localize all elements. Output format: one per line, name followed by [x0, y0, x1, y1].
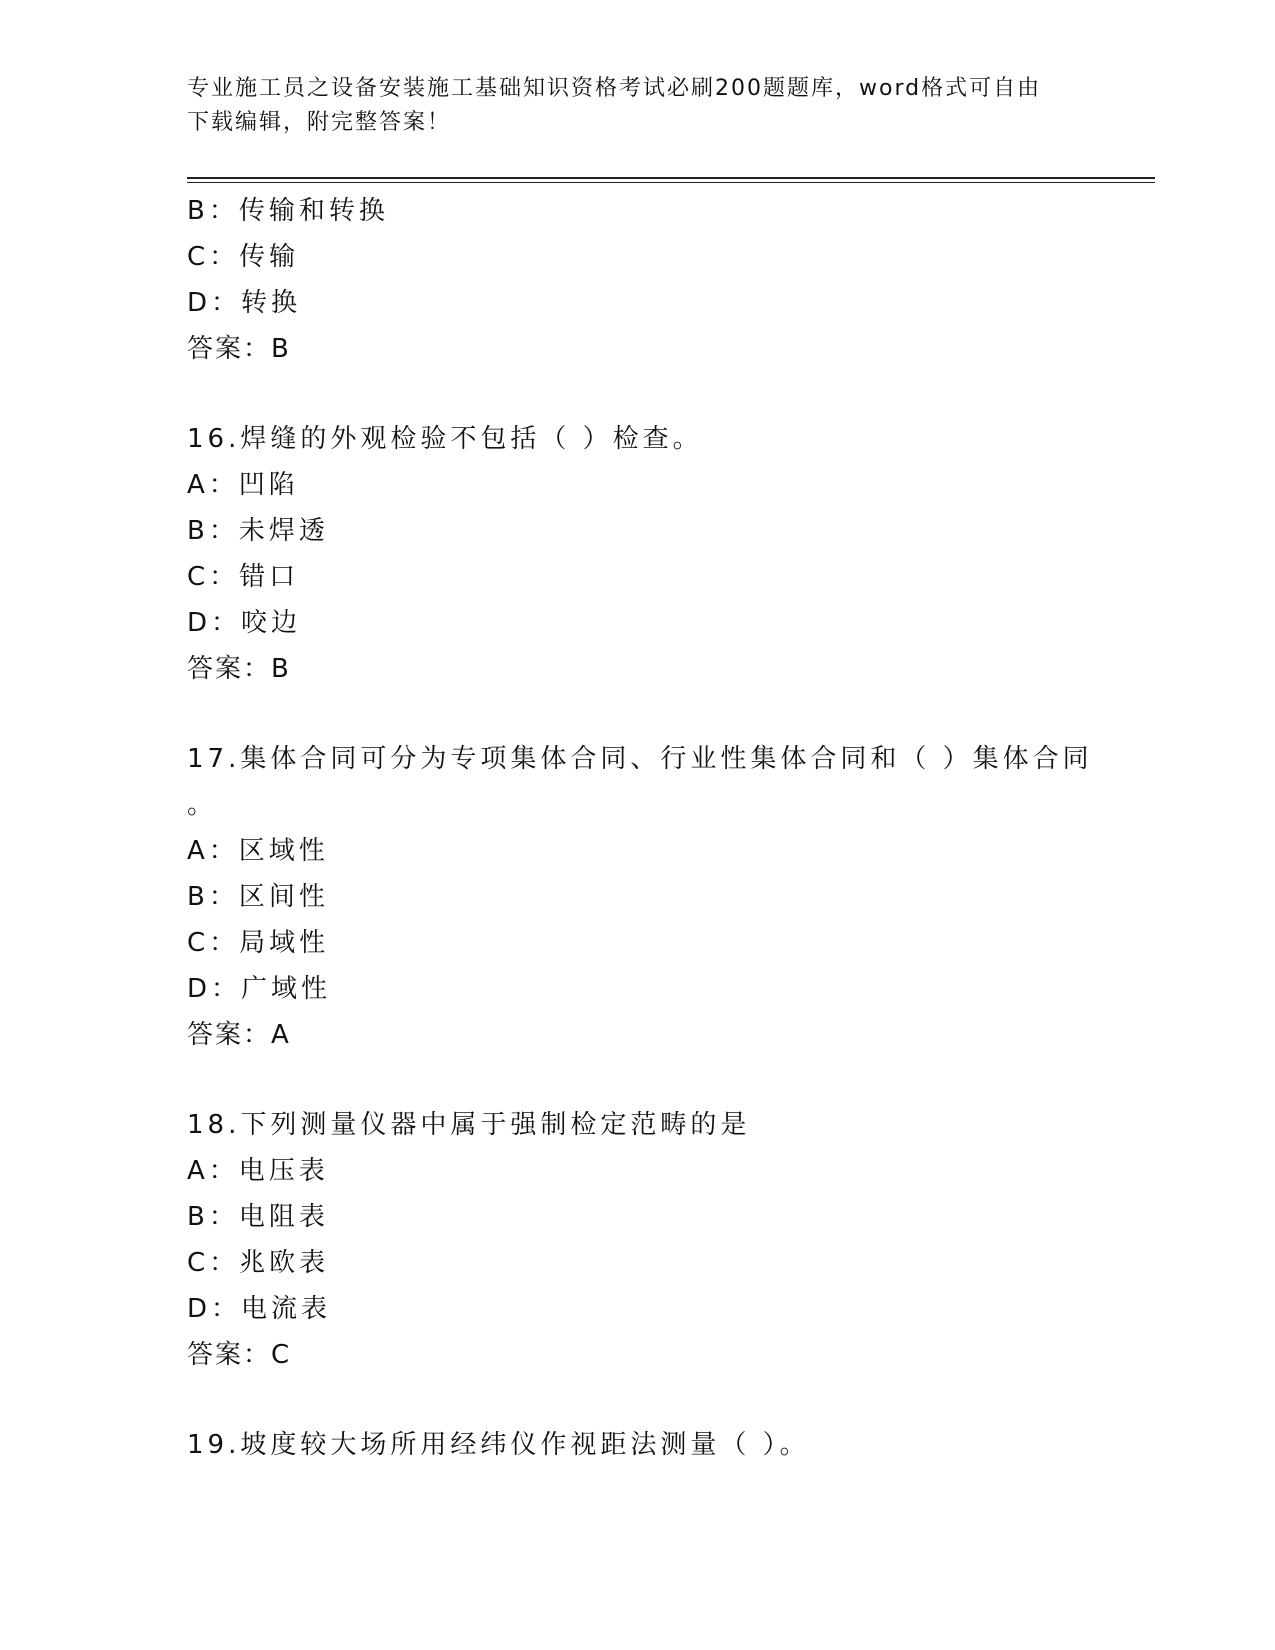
- answer-line: 答案：B: [187, 334, 291, 364]
- option-b: B：电阻表: [187, 1202, 329, 1232]
- answer-line: 答案：B: [187, 654, 291, 684]
- header-divider-thin: [187, 182, 1155, 183]
- option-b: B：传输和转换: [187, 196, 389, 226]
- question-stem: 16.焊缝的外观检验不包括（ ）检查。: [187, 424, 703, 454]
- question-19: [187, 1422, 1087, 1468]
- option-c: C：传输: [187, 242, 300, 272]
- question-stem: 17.集体合同可分为专项集体合同、行业性集体合同和（ ）集体合同: [187, 744, 1093, 774]
- question-list: [187, 188, 1093, 1468]
- answer-line: 答案：C: [187, 1340, 292, 1370]
- option-c: C：局域性: [187, 928, 330, 958]
- answer-line: 答案：A: [187, 1020, 291, 1050]
- header-title-line-2: 下载编辑，附完整答案！: [187, 110, 452, 135]
- option-b: B：未焊透: [187, 516, 329, 546]
- question-stem: 18.下列测量仪器中属于强制检定范畴的是: [187, 1110, 751, 1140]
- question-16: [187, 416, 1087, 692]
- document-header: [187, 72, 1087, 140]
- option-d: D：电流表: [187, 1294, 332, 1324]
- option-a: A：电压表: [187, 1156, 329, 1186]
- question-17: [187, 736, 1093, 1058]
- option-d: D：咬边: [187, 608, 302, 638]
- question-stem-continuation: 。: [187, 790, 214, 820]
- question-stem: 19.坡度较大场所用经纬仪作视距法测量（ ）。: [187, 1430, 810, 1460]
- option-d: D：广域性: [187, 974, 332, 1004]
- option-c: C：兆欧表: [187, 1248, 330, 1278]
- question-15-tail: [187, 188, 1087, 372]
- option-d: D：转换: [187, 288, 302, 318]
- option-a: A：凹陷: [187, 470, 299, 500]
- option-a: A：区域性: [187, 836, 329, 866]
- question-18: [187, 1102, 1087, 1378]
- option-b: B：区间性: [187, 882, 329, 912]
- header-divider-thick: [187, 177, 1155, 179]
- option-c: C：错口: [187, 562, 300, 592]
- header-title-line-1: 专业施工员之设备安装施工基础知识资格考试必刷200题题库，word格式可自由: [187, 76, 1042, 101]
